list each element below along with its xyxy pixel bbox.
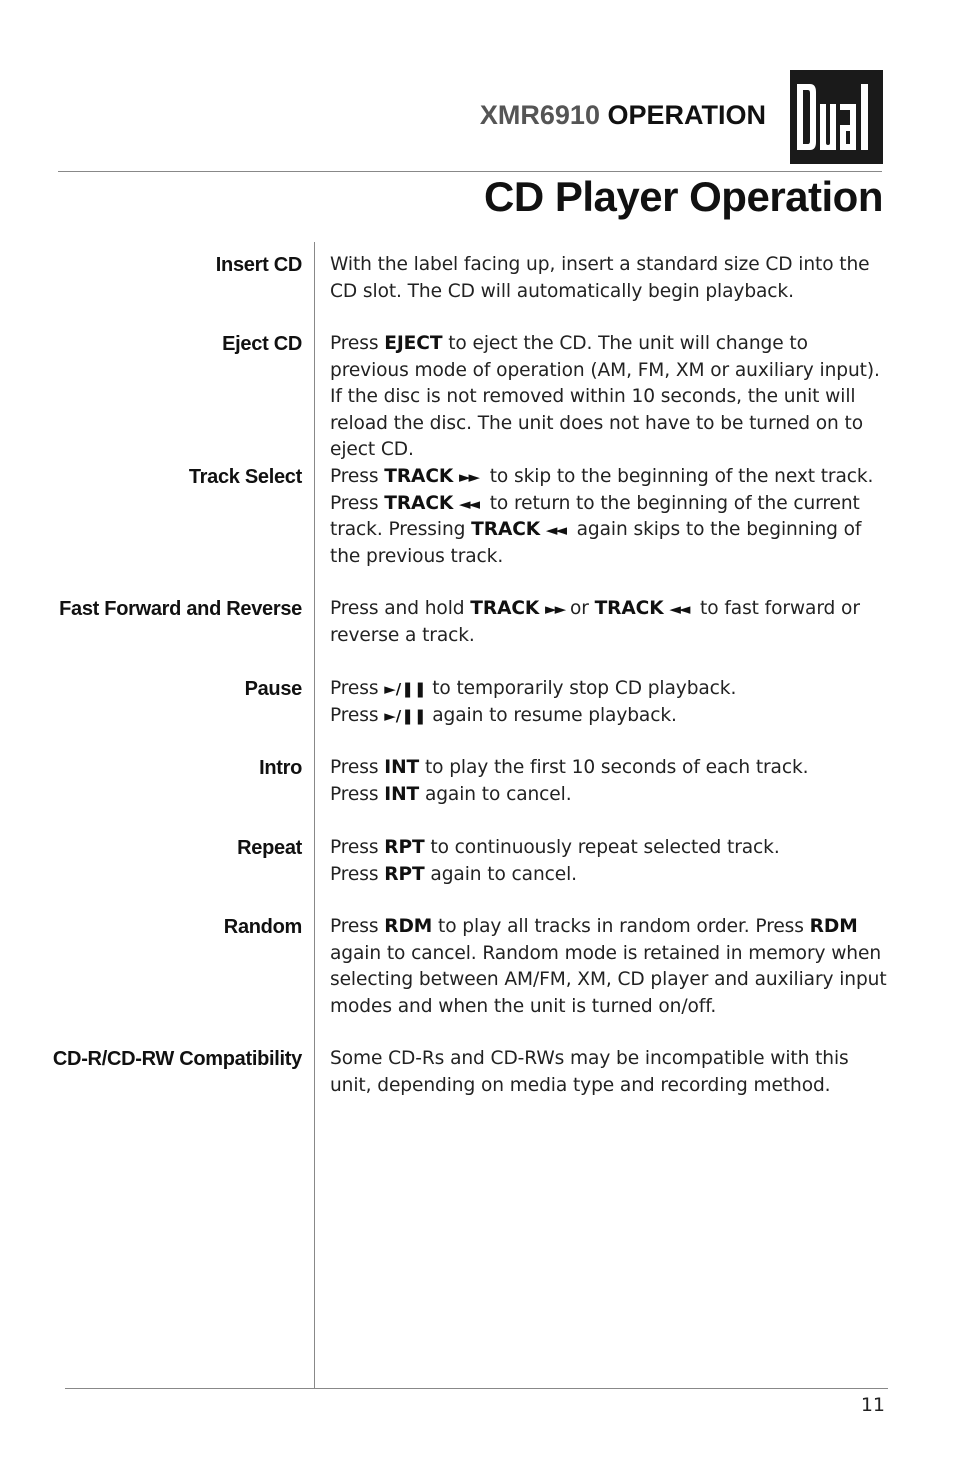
press-text: Press: [330, 466, 379, 487]
press-text: Press: [330, 704, 379, 726]
forward-icon: ►►: [545, 600, 565, 618]
section-label: Eject CD: [222, 333, 302, 355]
body-line: CD slot. The CD will automatically begin playback.: [330, 280, 794, 302]
forward-icon: ►►: [459, 468, 479, 486]
section-body: [330, 835, 890, 888]
header-title: [480, 100, 766, 131]
body-text: again skips to the beginning of the previous track.: [330, 519, 862, 567]
track-key: TRACK: [384, 466, 454, 487]
press-text: Press: [330, 492, 379, 514]
press-text: Press: [330, 678, 379, 699]
body-line: Some CD-Rs and CD-RWs may be incompatible with this: [330, 1048, 849, 1069]
body-text: to play the first 10 seconds of each track.: [424, 757, 809, 778]
column-divider: [314, 242, 315, 1388]
body-text: to return to the beginning of the current track. Pressing: [330, 492, 860, 540]
press-text: Press: [330, 783, 379, 805]
section-body: [330, 1046, 890, 1099]
section-label: CD-R/CD-RW Compatibility: [52, 1048, 302, 1070]
play-pause-icon: ►/❚❚: [384, 680, 427, 698]
section-body: [330, 331, 890, 464]
body-text: to temporarily stop CD playback.: [432, 678, 737, 699]
reverse-icon: ◄◄: [669, 600, 689, 618]
model-number: XMR6910: [479, 100, 600, 130]
rdm-key: RDM: [809, 916, 858, 937]
section-body: [330, 464, 890, 570]
section-label: Track Select: [188, 466, 302, 488]
press-text: Press: [330, 863, 379, 885]
body-text: to fast forward or reverse a track.: [330, 598, 860, 646]
rdm-key: RDM: [384, 916, 433, 937]
rpt-key: RPT: [384, 837, 425, 858]
body-line: With the label facing up, insert a standard size CD into the: [330, 254, 870, 275]
body-text: again to cancel.: [430, 863, 577, 885]
section-body: [330, 596, 890, 649]
section-label: Repeat: [237, 837, 302, 859]
section-label: Random: [223, 916, 302, 938]
rpt-key: RPT: [384, 863, 425, 885]
press-text: Press: [330, 916, 379, 937]
body-text: to play all tracks in random order. Press: [438, 916, 804, 937]
eject-key: EJECT: [384, 333, 443, 354]
int-key: INT: [384, 783, 420, 805]
body-text: to skip to the beginning of the next track.: [489, 466, 874, 487]
section-body: [330, 252, 890, 305]
section-label: Intro: [259, 757, 302, 779]
body-text: again to resume playback.: [432, 704, 677, 726]
track-key: TRACK: [470, 598, 540, 619]
body-text: to continuously repeat selected track.: [430, 837, 780, 858]
track-key: TRACK: [594, 598, 664, 619]
top-divider: [58, 171, 882, 172]
body-text: to eject the CD. The unit will change to previous mode of operation (AM, FM, XM or auxiliary input). If the disc is not removed within 10 seconds, the unit will reload the disc. The unit does not have to be turned on to eject CD.: [330, 333, 880, 460]
section-body: [330, 755, 890, 808]
press-text: Press: [330, 757, 379, 778]
or-text: or: [569, 598, 589, 619]
reverse-icon: ◄◄: [545, 521, 565, 539]
operation-label: OPERATION: [607, 100, 766, 130]
body-text: again to cancel. Random mode is retained in memory when selecting between AM/FM, XM, CD player and auxiliary input modes and when the unit is turned on/off.: [330, 942, 887, 1017]
bottom-divider: [65, 1388, 888, 1389]
int-key: INT: [384, 757, 420, 778]
section-body: [330, 676, 890, 729]
section-label: Fast Forward and Reverse: [59, 598, 302, 620]
section-label: Pause: [244, 678, 302, 700]
track-key: TRACK: [471, 519, 541, 540]
press-text: Press: [330, 837, 379, 858]
press-text: Press: [330, 333, 379, 354]
section-label: Insert CD: [215, 254, 302, 276]
play-pause-icon: ►/❚❚: [384, 706, 427, 725]
body-text: again to cancel.: [424, 783, 572, 805]
press-text: Press and hold: [330, 598, 465, 619]
page-number: 11: [860, 1394, 885, 1416]
reverse-icon: ◄◄: [459, 494, 479, 513]
section-body: [330, 914, 890, 1020]
body-line: unit, depending on media type and recording method.: [330, 1074, 831, 1096]
page-title: CD Player Operation: [484, 173, 883, 220]
dual-logo: [790, 70, 883, 164]
track-key: TRACK: [384, 492, 454, 514]
